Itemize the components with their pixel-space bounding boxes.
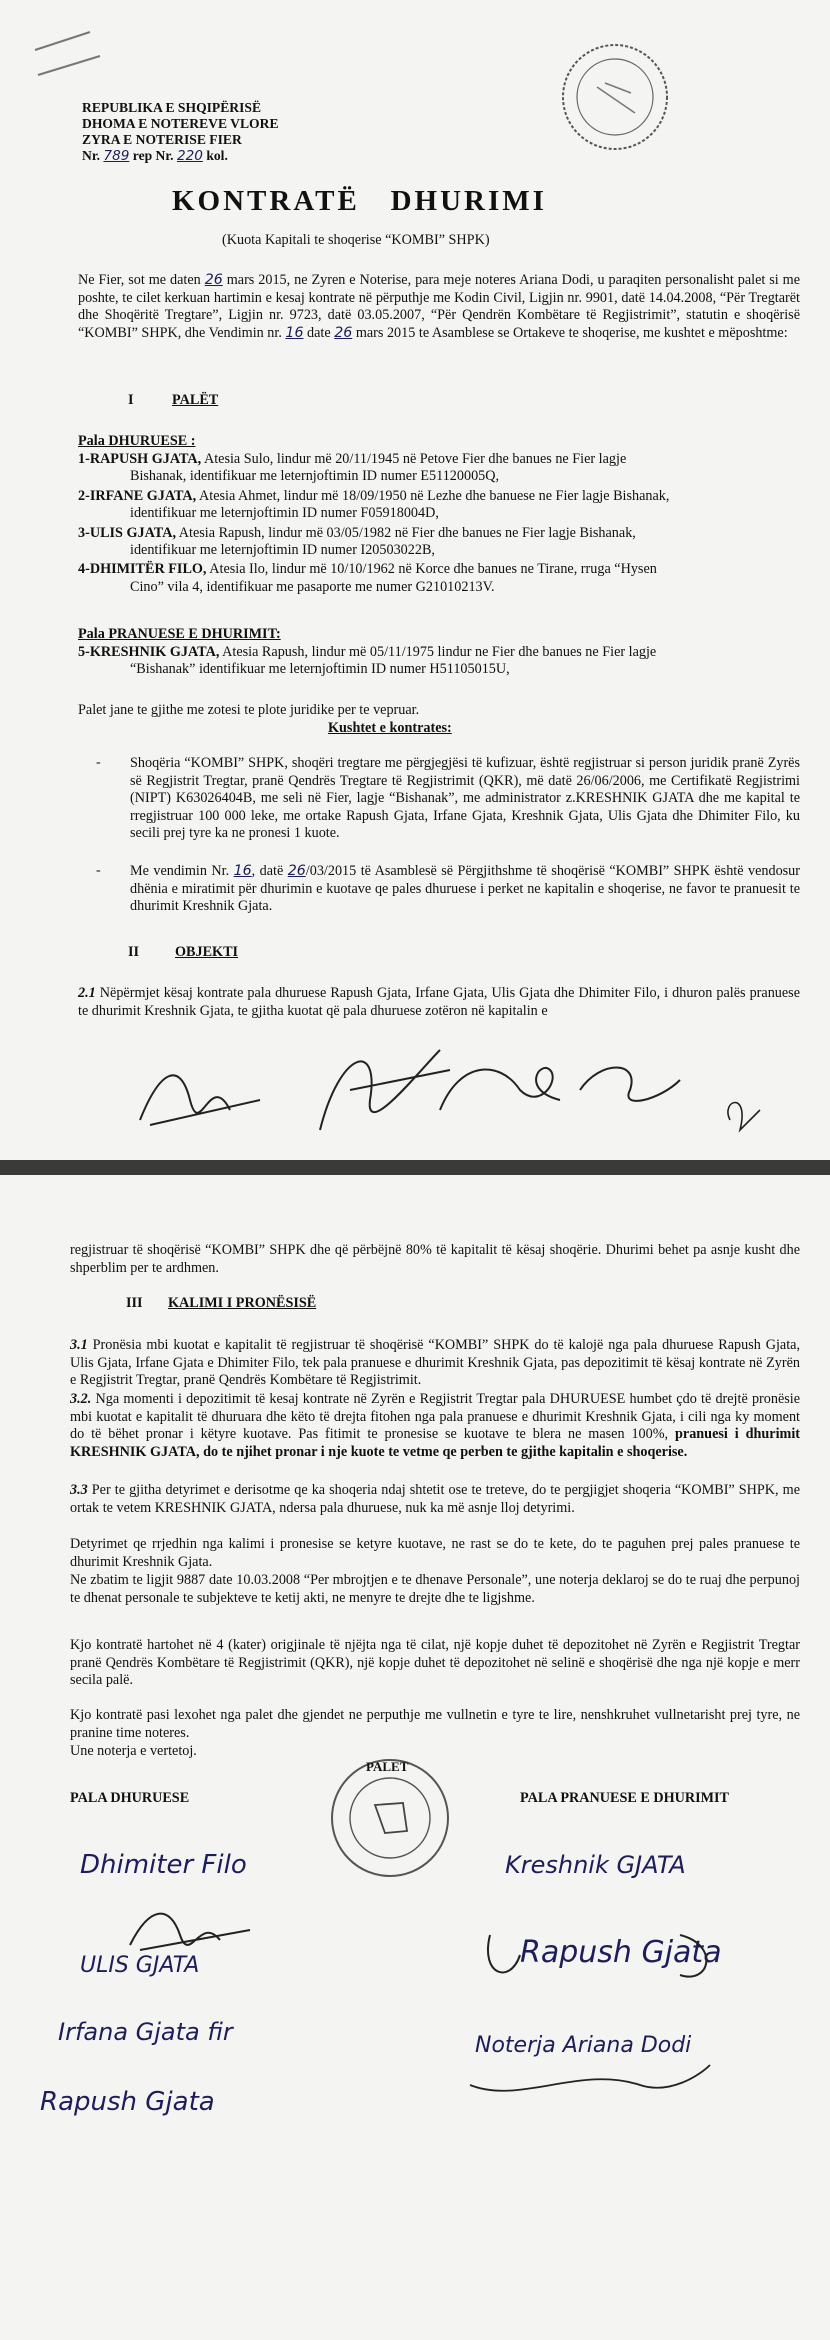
rep-prefix: rep Nr. bbox=[132, 148, 174, 163]
obligations-paragraph: Detyrimet qe rrjedhin nga kalimi i pronesise se ketyre kuotave, ne rast se do te kete, do te paguhen prej pales pranuese te dhurimit Kreshnik Gjata. bbox=[70, 1536, 800, 1570]
clause-3-1 bbox=[70, 1337, 800, 1390]
section-3-number: III bbox=[126, 1295, 143, 1311]
donor-name: 4-DHIMITËR FILO, bbox=[78, 561, 207, 578]
condition-2 bbox=[130, 863, 800, 916]
intro-a: Ne Fier, sot me daten bbox=[78, 272, 201, 288]
sign-label-donors: PALA DHURUESE bbox=[70, 1790, 190, 1806]
clause-3-3-num: 3.3 bbox=[70, 1482, 88, 1498]
subtitle: (Kuota Kapitali te shoqerise “KOMBI” SHPK) bbox=[222, 232, 490, 248]
object-paragraph-cont: regjistruar të shoqërisë “KOMBI” SHPK dhe që përbëjnë 80% të kapitalit të kësaj shoqërie. Dhurimi behet pa asnje kusht dhe shperblim per te ardhmen. bbox=[70, 1242, 800, 1276]
contract-page-2 bbox=[0, 1175, 830, 2340]
donor-name: 2-IRFANE GJATA, bbox=[78, 487, 197, 504]
page-title: KONTRATË DHURIMI bbox=[172, 185, 547, 217]
donor-item-cont: Cino” vila 4, identifikuar me pasaporte me numer G21010213V. bbox=[130, 578, 495, 595]
cond2-day: 26 bbox=[287, 863, 306, 879]
donor-item-cont: Bishanak, identifikuar me leternjoftimin ID numer E51120005Q, bbox=[130, 468, 500, 485]
clause-3-2-bold: pranuesi i dhurimit KRESHNIK GJATA, do te njihet pronar i nje kuote te vetme qe perben te gjithe kapitalin e shoqerise. bbox=[70, 1426, 800, 1460]
handwritten-noterja: Noterja Ariana Dodi bbox=[475, 2033, 692, 2058]
handwritten-ulis: ULIS GJATA bbox=[80, 1953, 200, 1978]
cond2-b: , datë bbox=[251, 863, 284, 879]
stamp-label-palet: PALET bbox=[366, 1759, 409, 1774]
handwritten-rapush: Rapush Gjata bbox=[40, 2087, 215, 2117]
donor-name: 3-ULIS GJATA, bbox=[78, 524, 177, 541]
recipient-text: Atesia Rapush, lindur më 05/11/1975 lindur ne Fier dhe banues ne Fier lagje bbox=[222, 644, 657, 660]
donor-item-cont: identifikuar me leternjoftimin ID numer I20503022B, bbox=[130, 542, 435, 559]
certification-text: Une noterja e vertetoj. bbox=[70, 1743, 197, 1759]
condition-1: Shoqëria “KOMBI” SHPK, shoqëri tregtare me përgjegjësi të kufizuar, është regjistruar si person juridik pranë Zyrës së Regjistrit Tregtar, pranë Qendrës Tregtare të Regjistrimit (QKR), më datë 26/06/2006, me Certifikatë Regjistrimi (NIPT) K63026404B, me seli në Fier, lagje “Bishanak”, me administrator z.KRESHNIK GJATA dhe me kapital te rregjistruar 100 000 leke, me ortake Rapush Gjata, Irfane Gjata, Kreshnik Gjata, Ulis Gjata dhe Dhimiter Filo, ku secili prej tyre ka ne pronesi 1 kuote. bbox=[130, 755, 800, 842]
signature-noterja bbox=[460, 2025, 720, 2115]
reading-paragraph: Kjo kontratë pasi lexohet nga palet dhe gjendet ne perputhje me vullnetin e tyre te lire, nenshkruhet vullnetarisht prej tyre, ne pranine time noteres. bbox=[70, 1707, 800, 1741]
donor-list bbox=[78, 451, 800, 596]
recipient-item-cont: “Bishanak” identifikuar me leternjoftimin ID numer H51105015U, bbox=[130, 661, 510, 678]
cond2-nr: 16 bbox=[233, 863, 252, 879]
intro-paragraph bbox=[78, 272, 800, 342]
header-republic: REPUBLIKA E SHQIPËRISË bbox=[82, 100, 262, 115]
clause-3-1-text: Pronësia mbi kuotat e kapitalit të regjistruar të shoqërisë “KOMBI” SHPK do të kalojë nga pala dhuruese Rapush Gjata, Ulis Gjata, Irfane Gjata e Dhimiter Filo, tek pala pranuese e dhurimit Kreshnik Gjata, pas depozitimit të kësaj kontrate në Zyrën e Regjistrit Tregtar, pranë Qendrës Kombëtare të Regjistrimit. bbox=[70, 1337, 801, 1389]
section-1-number: I bbox=[128, 392, 134, 408]
handwritten-kreshnik: Kreshnik GJATA bbox=[505, 1851, 686, 1879]
signature-rapush-2 bbox=[480, 1915, 740, 1995]
donor-text: Atesia Rapush, lindur më 03/05/1982 në Fier dhe banues ne Fier lagje Bishanak, bbox=[178, 524, 636, 541]
clause-3-2-text: Nga momenti i depozitimit të kesaj kontrate në Zyrën e Regjistrit Tregtar pala DHURUESE humbet çdo të drejtë pronësie mbi kuotat e kapitalit të dhuruara dhe këto të drejta fitohen nga pala pranuese e dhurimit Kreshnik Gjata, i cili nga ky moment do të bëhet pronar i këtyre kuotave. Pas fitimit te pronesise se kuotave te blera ne masen 100%, bbox=[70, 1391, 801, 1443]
signatures-page-1 bbox=[120, 1030, 760, 1150]
intro-b: mars 2015, ne Zyren e Noterise, para meje noteres Ariana Dodi, u paraqiten personalisht palet si me poshte, te cilet kerkuan hartimin e kesaj kontrate në përputhje me Kodin Civil, Ligjin nr. 9901, datë 14.04.2008, “Për Tregtarët dhe Shoqëritë Tregtare”, Ligjin nr. 9723, datë 03.05.2007, “Për Qendrën Kombëtare të Regjistrimit”, statutin e shoqërisë “KOMBI” SHPK, dhe Vendimin nr. bbox=[78, 272, 801, 341]
recipient-name: 5-KRESHNIK GJATA, bbox=[78, 644, 220, 660]
cond2-c: /03/2015 të Asamblesë së Përgjithshme të shoqërisë “KOMBI” SHPK është vendosur dhënia e miratimit për dhurimin e kuotave qe pales dhuruese i perket ne kapitalin e shoqerise, ne favor te pranuesit te dhurimit Kreshnik Gjata. bbox=[130, 863, 800, 915]
donor-text: Atesia Ahmet, lindur më 18/09/1950 në Lezhe dhe banuese ne Fier lagje Bishanak, bbox=[199, 487, 670, 504]
donor-item bbox=[78, 561, 800, 578]
intro-c: date bbox=[307, 324, 331, 341]
conditions-title: Kushtet e kontrates: bbox=[328, 720, 452, 736]
sign-label-recipient: PALA PRANUESE E DHURIMIT bbox=[520, 1790, 730, 1806]
section-2-title: OBJEKTI bbox=[175, 944, 239, 960]
object-text-1: Nëpërmjet kësaj kontrate pala dhuruese Rapush Gjata, Irfane Gjata, Ulis Gjata dhe Dhimiter Filo, i dhuron palës pranuese te dhurimit Kreshnik Gjata, te gjitha kuotat që pala dhuruese zotëron në kapitalin e bbox=[78, 985, 800, 1019]
clause-3-2-num: 3.2. bbox=[70, 1391, 92, 1407]
data-protection-paragraph: Ne zbatim te ligjit 9887 date 10.03.2008 “Per mbrojtjen e te dhenave Personale”, une noterja deklaroj se do te ruaj dhe perpunoj te dhenat personale te subjekteve te ketij akti, ne menyre te drejte dhe te ligjshme. bbox=[70, 1572, 800, 1606]
section-3-title: KALIMI I PRONËSISË bbox=[168, 1295, 317, 1311]
header-chamber: DHOMA E NOTEREVE VLORE bbox=[82, 116, 279, 131]
object-number: 2.1 bbox=[78, 985, 96, 1001]
donor-text: Atesia Ilo, lindur më 10/10/1962 në Korce dhe banues ne Tirane, rruga “Hysen bbox=[209, 561, 657, 578]
handwritten-filo: Dhimiter Filo bbox=[80, 1850, 247, 1880]
copies-paragraph: Kjo kontratë hartohet në 4 (kater) origjinale të njëjta nga të cilat, një kopje duhet të depozitohet në Zyrën e Regjistrit Tregtar pranë Qendrës Kombëtare të Regjistrimit (QKR), një kopje duhet të depozitohet në selinë e shoqërisë dhe nga një kopje e merr secila palë. bbox=[70, 1637, 800, 1689]
bullet-dash: - bbox=[96, 755, 101, 770]
rep-value: 220 bbox=[176, 148, 203, 164]
donor-name: 1-RAPUSH GJATA, bbox=[78, 451, 202, 467]
donor-item bbox=[78, 488, 800, 505]
kol-label: kol. bbox=[206, 148, 228, 163]
nr-prefix: Nr. bbox=[82, 148, 101, 163]
recipient-item bbox=[78, 644, 800, 661]
pen-mark bbox=[30, 20, 120, 90]
notary-stamp bbox=[535, 35, 695, 165]
clause-3-1-num: 3.1 bbox=[70, 1337, 88, 1353]
donor-item-cont: identifikuar me leternjoftimin ID numer F05918004D, bbox=[130, 505, 439, 522]
cond2-a: Me vendimin Nr. bbox=[130, 863, 230, 879]
donor-text: Atesia Sulo, lindur më 20/11/1945 në Petove Fier dhe banues ne Fier lagje bbox=[203, 451, 627, 467]
header-numbers bbox=[82, 148, 228, 164]
donor-item bbox=[78, 451, 800, 468]
section-2-number: II bbox=[128, 944, 140, 960]
intro-vendim-nr: 16 bbox=[285, 324, 304, 341]
recipient-heading: Pala PRANUESE E DHURIMIT: bbox=[78, 626, 281, 642]
clause-3-2 bbox=[70, 1391, 800, 1461]
nr-value: 789 bbox=[103, 148, 130, 164]
clause-3-3 bbox=[70, 1482, 800, 1517]
capacity-text: Palet jane te gjithe me zotesi te plote juridike per te vepruar. bbox=[78, 702, 420, 718]
header-office: ZYRA E NOTERISE FIER bbox=[82, 132, 242, 147]
intro-day: 26 bbox=[204, 272, 223, 288]
object-paragraph bbox=[78, 985, 800, 1020]
donor-item bbox=[78, 525, 800, 542]
contract-page-1 bbox=[0, 0, 830, 1160]
recipient-block bbox=[78, 644, 800, 679]
clause-3-3-text: Per te gjitha detyrimet e derisotme qe ka shoqeria ndaj shtetit ose te treteve, do te pergjigjet shoqeria “KOMBI” SHPK, me ortak te vetem KRESHNIK GJATA, ndersa pala dhuruese, nuk ka më asnje lloj detyrimi. bbox=[70, 1482, 800, 1516]
handwritten-rapush-2: Rapush Gjata bbox=[520, 1935, 722, 1970]
donors-heading: Pala DHURUESE : bbox=[78, 433, 196, 449]
bullet-dash: - bbox=[96, 863, 101, 878]
section-1-title: PALËT bbox=[172, 392, 219, 408]
intro-vendim-day: 26 bbox=[334, 324, 353, 341]
handwritten-irfane: Irfana Gjata fir bbox=[58, 2018, 233, 2046]
intro-d: mars 2015 te Asamblese se Ortakeve te shoqerise, me kushtet e mëposhtme: bbox=[355, 324, 788, 341]
